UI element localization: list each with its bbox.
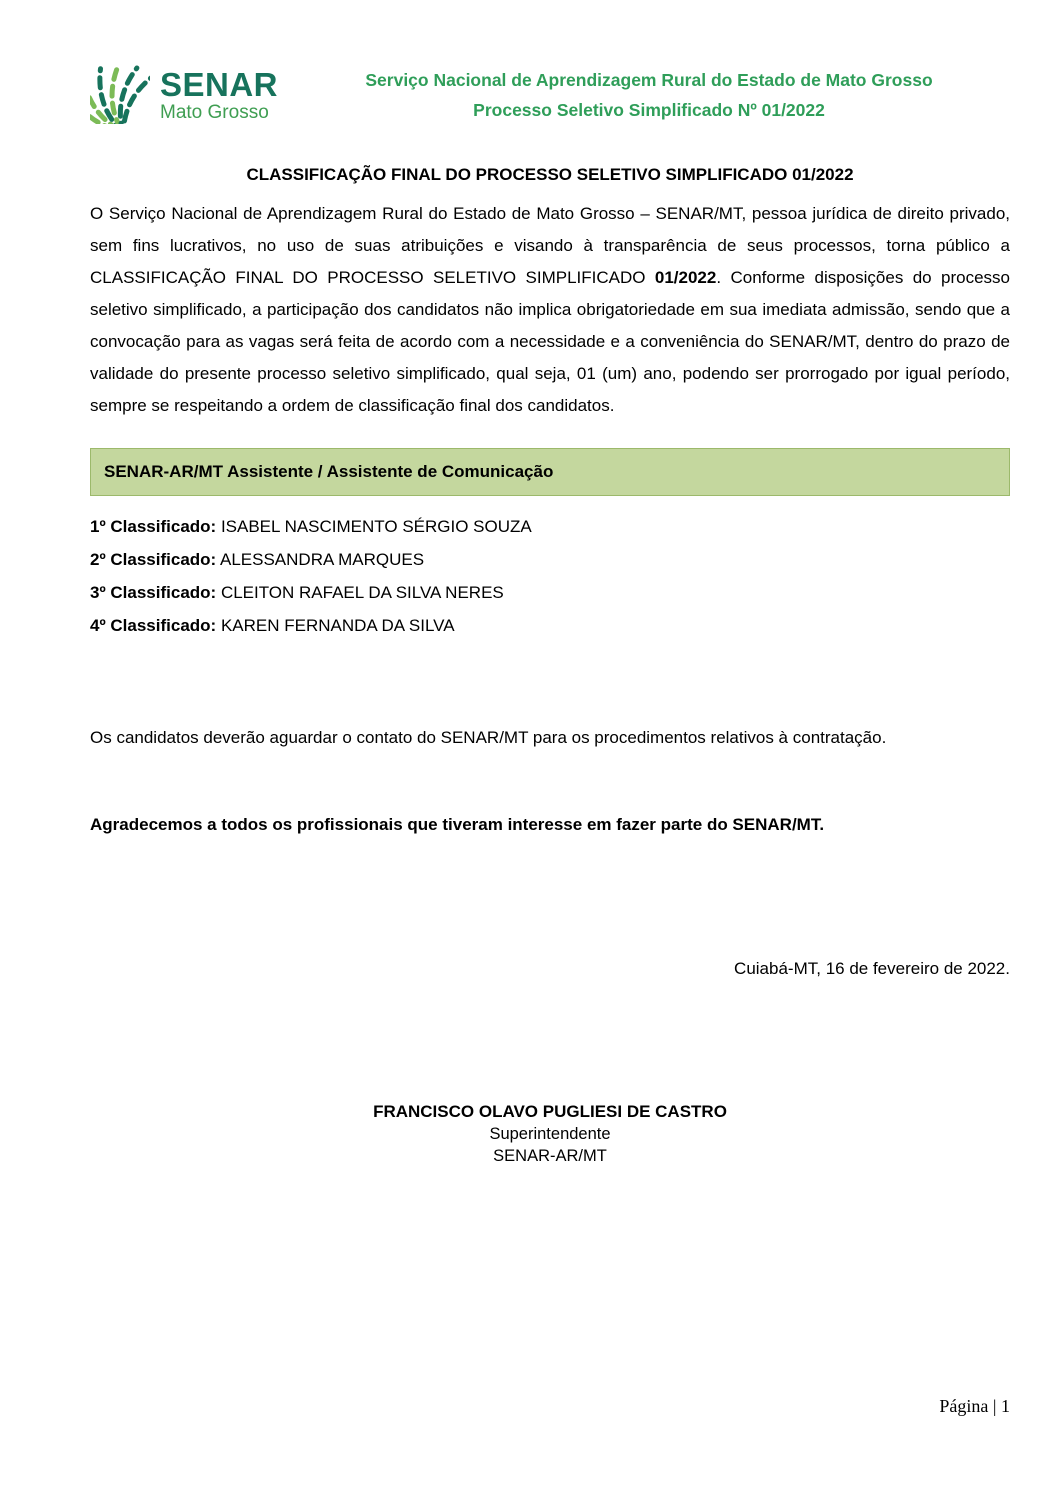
intro-part1: O Serviço Nacional de Aprendizagem Rural do Estado de Mato Grosso – SENAR/MT, pessoa jurídica de direito privado, sem fins lucrativos, no uso de suas atribuições e visando à transparência de seus processos, torna público a CLASSIFICAÇÃO FINAL DO PROCESSO SELETIVO SIMPLIFICADO [90, 204, 1010, 287]
page-number-footer: Página | 1 [939, 1396, 1010, 1416]
intro-part2: . Conforme disposições do processo seletivo simplificado, a participação dos candidatos não implica obrigatoriedade em sua imediata admissão, sendo que a convocação para as vagas será feita de acordo com a necessidade e a conveniência do SENAR/MT, dentro do prazo de validade do presente processo seletivo simplificado, qual seja, 01 (um) ano, podendo ser prorrogado por igual período, sempre se respeitando a ordem de classificação final dos candidatos. [90, 268, 1010, 415]
position-banner-label: SENAR-AR/MT Assistente / Assistente de Comunicação [104, 462, 554, 481]
header-institution-titles [278, 65, 1010, 125]
page-header [90, 60, 1010, 129]
rank-label: 3º Classificado: [90, 583, 217, 602]
header-title-line1: Serviço Nacional de Aprendizagem Rural do Estado de Mato Grosso [365, 69, 933, 90]
logo-brand-text: SENAR [160, 65, 279, 103]
senar-logo [90, 60, 278, 129]
header-title-line2: Processo Seletivo Simplificado Nº 01/2022 [473, 99, 825, 120]
intro-paragraph [90, 198, 1010, 422]
document-title: CLASSIFICAÇÃO FINAL DO PROCESSO SELETIVO SIMPLIFICADO 01/2022 [246, 165, 854, 184]
rank-label: 1º Classificado: [90, 517, 217, 536]
signature-name: FRANCISCO OLAVO PUGLIESI DE CASTRO [373, 1102, 727, 1121]
logo-wordmark [160, 65, 279, 123]
wheat-fan-icon [90, 60, 150, 129]
candidate-name: CLEITON RAFAEL DA SILVA NERES [220, 583, 504, 602]
signature-block [90, 1101, 1010, 1167]
contact-note: Os candidatos deverão aguardar o contato do SENAR/MT para os procedimentos relativos à contratação. [90, 728, 887, 747]
date-line: Cuiabá-MT, 16 de fevereiro de 2022. [734, 959, 1010, 978]
position-banner [90, 448, 1010, 496]
rank-label: 2º Classificado: [90, 550, 217, 569]
signature-org: SENAR-AR/MT [493, 1147, 607, 1165]
signature-role: Superintendente [489, 1125, 611, 1143]
candidate-name: ISABEL NASCIMENTO SÉRGIO SOUZA [220, 517, 532, 536]
classification-row [90, 576, 1010, 609]
classification-row [90, 510, 1010, 543]
logo-region-text: Mato Grosso [160, 101, 269, 123]
thanks-note: Agradecemos a todos os profissionais que tiveram interesse em fazer parte do SENAR/MT. [90, 815, 825, 834]
candidate-name: KAREN FERNANDA DA SILVA [220, 616, 455, 635]
rank-label: 4º Classificado: [90, 616, 217, 635]
classification-row [90, 543, 1010, 576]
candidate-name: ALESSANDRA MARQUES [220, 550, 425, 569]
intro-bold-ref: 01/2022 [654, 268, 717, 287]
classification-row [90, 609, 1010, 642]
classification-list [90, 510, 1010, 642]
